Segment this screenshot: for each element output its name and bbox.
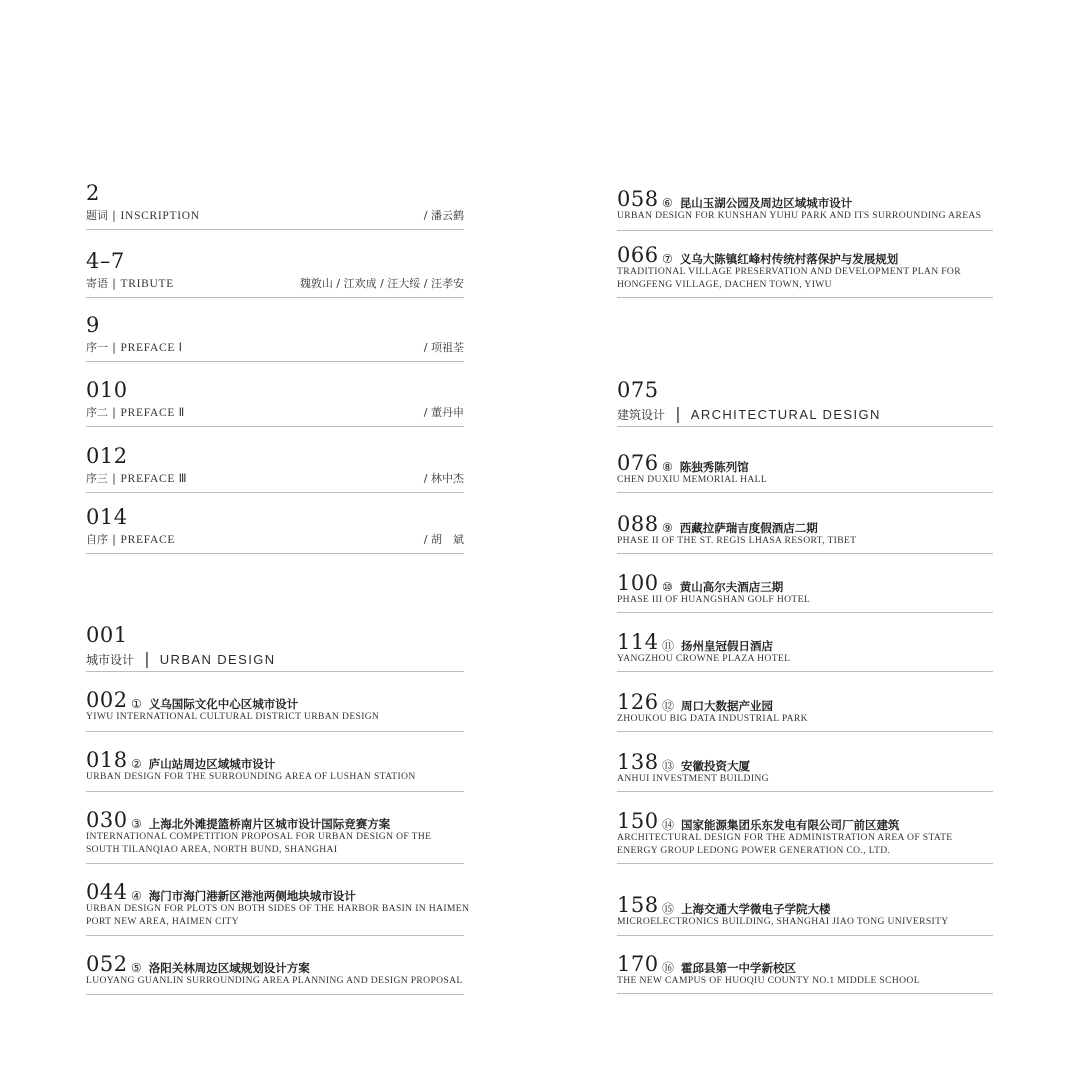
project-title: ⑥ 昆山玉湖公园及周边区域城市设计: [662, 196, 853, 210]
toc-project-3[interactable]: [86, 810, 464, 864]
entry-title: 寄语 | TRIBUTE: [86, 277, 174, 290]
page-number: 018: [86, 748, 128, 772]
toc-project-1[interactable]: [86, 690, 464, 732]
section-page-number: 001: [86, 623, 128, 647]
project-english-title: URBAN DESIGN FOR KUNSHAN YUHU PARK AND ITS SURROUNDING AREAS: [617, 210, 982, 221]
project-title: ⑤ 洛阳关林周边区域规划设计方案: [131, 961, 310, 975]
project-english-title-line2: SOUTH TILANQIAO AREA, NORTH BUND, SHANGHAI: [86, 844, 338, 855]
project-english-title: ZHOUKOU BIG DATA INDUSTRIAL PARK: [617, 713, 808, 724]
section-page-number: 075: [617, 378, 659, 402]
entry-author: / 林中杰: [423, 472, 464, 485]
project-english-title: MICROELECTRONICS BUILDING, SHANGHAI JIAO TONG UNIVERSITY: [617, 916, 949, 927]
project-english-title: CHEN DUXIU MEMORIAL HALL: [617, 474, 768, 485]
section-title: 建筑设计 | ARCHITECTURAL DESIGN: [617, 404, 881, 423]
page-number: 100: [617, 571, 659, 595]
page-number: 010: [86, 378, 128, 402]
page-number: 114: [617, 630, 659, 654]
project-english-title-line2: PORT NEW AREA, HAIMEN CITY: [86, 916, 239, 927]
page-number: 014: [86, 505, 128, 529]
project-title: ⑬ 安徽投资大厦: [662, 759, 751, 773]
project-english-title: PHASE II OF THE ST. REGIS LHASA RESORT, TIBET: [617, 535, 857, 546]
toc-entry-tribute[interactable]: [86, 251, 464, 298]
toc-entry-inscription[interactable]: [86, 183, 464, 230]
entry-title: 序二 | PREFACE Ⅱ: [86, 406, 185, 419]
project-english-title: ARCHITECTURAL DESIGN FOR THE ADMINISTRATION AREA OF STATE: [617, 832, 953, 843]
project-english-title: ANHUI INVESTMENT BUILDING: [617, 773, 769, 784]
toc-project-8[interactable]: [617, 453, 993, 493]
project-english-title: THE NEW CAMPUS OF HUOQIU COUNTY NO.1 MIDDLE SCHOOL: [617, 975, 920, 986]
toc-entry-preface-2[interactable]: [86, 380, 464, 427]
toc-project-16[interactable]: [617, 954, 993, 994]
project-english-title: YANGZHOU CROWNE PLAZA HOTEL: [617, 653, 791, 664]
toc-project-13[interactable]: [617, 752, 993, 792]
page-number: 030: [86, 808, 128, 832]
section-architectural-design[interactable]: [617, 380, 993, 427]
project-title: ⑧ 陈独秀陈列馆: [662, 460, 749, 474]
entry-title: 序一 | PREFACE Ⅰ: [86, 341, 183, 354]
page-number: 150: [617, 809, 659, 833]
section-title: 城市设计 | URBAN DESIGN: [86, 649, 276, 668]
project-english-title-line2: HONGFENG VILLAGE, DACHEN TOWN, YIWU: [617, 279, 832, 290]
page-number: 088: [617, 512, 659, 536]
page-number: 058: [617, 187, 659, 211]
toc-project-7[interactable]: [617, 245, 993, 298]
project-english-title: INTERNATIONAL COMPETITION PROPOSAL FOR URBAN DESIGN OF THE: [86, 831, 432, 842]
page-number: 2: [86, 181, 100, 205]
project-title: ⑨ 西藏拉萨瑞吉度假酒店二期: [662, 521, 818, 535]
entry-title: 序三 | PREFACE Ⅲ: [86, 472, 188, 485]
page-number: 158: [617, 893, 659, 917]
page-number: 170: [617, 952, 659, 976]
page-number: 076: [617, 451, 659, 475]
toc-project-10[interactable]: [617, 573, 993, 613]
project-title: ⑪ 扬州皇冠假日酒店: [662, 639, 774, 653]
project-english-title: TRADITIONAL VILLAGE PRESERVATION AND DEVELOPMENT PLAN FOR: [617, 266, 961, 277]
toc-entry-preface-3[interactable]: [86, 446, 464, 493]
page-number: 066: [617, 243, 659, 267]
toc-project-11[interactable]: [617, 632, 993, 672]
page-number: 4–7: [86, 249, 125, 273]
project-title: ② 庐山站周边区域城市设计: [131, 757, 276, 771]
project-english-title: PHASE III OF HUANGSHAN GOLF HOTEL: [617, 594, 811, 605]
project-english-title: URBAN DESIGN FOR THE SURROUNDING AREA OF LUSHAN STATION: [86, 771, 416, 782]
toc-project-15[interactable]: [617, 895, 993, 936]
entry-title: 自序 | PREFACE: [86, 533, 176, 546]
page-number: 052: [86, 952, 128, 976]
entry-title: 题词 | INSCRIPTION: [86, 209, 200, 222]
project-title: ④ 海门市海门港新区港池两侧地块城市设计: [131, 889, 356, 903]
project-english-title: LUOYANG GUANLIN SURROUNDING AREA PLANNING AND DESIGN PROPOSAL: [86, 975, 463, 986]
project-english-title: YIWU INTERNATIONAL CULTURAL DISTRICT URBAN DESIGN: [86, 711, 380, 722]
entry-author: / 董丹申: [423, 406, 464, 419]
project-english-title-line2: ENERGY GROUP LEDONG POWER GENERATION CO., LTD.: [617, 845, 891, 856]
project-title: ① 义乌国际文化中心区城市设计: [131, 697, 299, 711]
entry-author: 魏敦山 / 江欢成 / 汪大绥 / 汪孝安: [299, 277, 464, 290]
project-title: ⑩ 黄山高尔夫酒店三期: [662, 580, 784, 594]
page-number: 002: [86, 688, 128, 712]
entry-author: / 潘云鹤: [423, 209, 464, 222]
page-number: 126: [617, 690, 659, 714]
project-title: ⑫ 周口大数据产业园: [662, 699, 774, 713]
toc-project-14[interactable]: [617, 811, 993, 864]
toc-project-5[interactable]: [86, 954, 464, 995]
entry-author: / 胡 斌: [423, 533, 464, 546]
toc-project-6[interactable]: [617, 189, 993, 231]
toc-project-2[interactable]: [86, 750, 464, 792]
toc-entry-author-preface[interactable]: [86, 507, 464, 554]
page-number: 012: [86, 444, 128, 468]
project-title: ⑯ 霍邱县第一中学新校区: [662, 961, 797, 975]
toc-project-4[interactable]: [86, 880, 470, 936]
page-number: 9: [86, 313, 100, 337]
toc-project-9[interactable]: [617, 514, 993, 554]
toc-entry-preface-1[interactable]: [86, 315, 464, 362]
project-title: ⑭ 国家能源集团乐东发电有限公司厂前区建筑: [662, 818, 900, 832]
toc-project-12[interactable]: [617, 692, 993, 732]
section-urban-design[interactable]: [86, 625, 464, 672]
project-title: ⑮ 上海交通大学微电子学院大楼: [662, 902, 831, 916]
page-number: 044: [86, 880, 128, 904]
entry-author: / 项祖荃: [423, 341, 464, 354]
project-title: ③ 上海北外滩提篮桥南片区城市设计国际竞赛方案: [131, 817, 391, 831]
project-english-title: URBAN DESIGN FOR PLOTS ON BOTH SIDES OF THE HARBOR BASIN IN HAIMEN: [86, 903, 470, 914]
project-title: ⑦ 义乌大陈镇红峰村传统村落保护与发展规划: [662, 252, 899, 266]
page-number: 138: [617, 750, 659, 774]
